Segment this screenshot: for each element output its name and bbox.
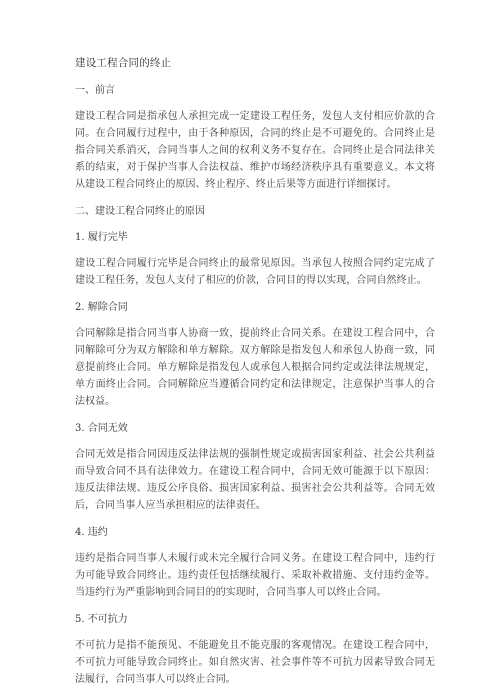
reason-heading-force-majeure: 5. 不可抗力 — [75, 614, 128, 625]
spacer — [75, 601, 435, 611]
section-heading-reasons: 二、建设工程合同终止的原因 — [75, 206, 205, 217]
reason-heading-invalidity: 3. 合同无效 — [75, 423, 128, 434]
spacer — [75, 437, 435, 446]
reason-paragraph-breach: 违约是指合同当事人未履行或未完全履行合同义务。在建设工程合同中，违约行为可能导致合同终止。违约责任包括继续履行、采取补救措施、支付违约金等。当违约行为严重影响到合同目的的实现时，合同当事人可以终止合同。 — [75, 553, 435, 598]
spacer — [75, 316, 435, 325]
reason-paragraph-invalidity: 合同无效是指合同因违反法律法规的强制性规定或损害国家利益、社会公共利益而导致合同不具有法律效力。在建设工程合同中，合同无效可能源于以下原因：违反法律法规、违反公序良俗、损害国家利益、损害社会公共利益等。合同无效后，合同当事人应当承担相应的法律责任。 — [75, 449, 435, 511]
reason-paragraph-completion: 建设工程合同履行完毕是合同终止的最常见原因。当承包人按照合同约定完成了建设工程任务，发包人支付了相应的价款，合同目的得以实现，合同自然终止。 — [75, 258, 435, 286]
reason-heading-completion: 1. 履行完毕 — [75, 232, 128, 243]
reason-paragraph-force-majeure: 不可抗力是指不能预见、不能避免且不能克服的客观情况。在建设工程合同中，不可抗力可能导致合同终止。如自然灾害、社会事件等不可抗力因素导致合同无法履行，合同当事人可以终止合同。 — [75, 640, 435, 685]
spacer — [75, 410, 435, 420]
spacer — [75, 514, 435, 524]
spacer — [75, 99, 435, 108]
reason-paragraph-rescission: 合同解除是指合同当事人协商一致，提前终止合同关系。在建设工程合同中，合同解除可分为双方解除和单方解除。双方解除是指发包人和承包人协商一致，同意提前终止合同。单方解除是指发包人或承包人根据合同约定或法律法规规定，单方面终止合同。合同解除应当遵循合同约定和法律规定，注意保护当事人的合法权益。 — [75, 328, 435, 407]
spacer — [75, 541, 435, 550]
spacer — [75, 289, 435, 299]
section-heading-intro: 一、前言 — [75, 85, 115, 96]
spacer — [75, 72, 435, 82]
document-title: 建设工程合同的终止 — [75, 57, 172, 69]
spacer — [75, 193, 435, 203]
spacer — [75, 246, 435, 255]
spacer — [75, 628, 435, 637]
document-body — [75, 55, 435, 688]
reason-heading-rescission: 2. 解除合同 — [75, 302, 128, 313]
reason-heading-breach: 4. 违约 — [75, 527, 108, 538]
spacer — [75, 220, 435, 229]
intro-paragraph: 建设工程合同是指承包人承担完成一定建设工程任务，发包人支付相应价款的合同。在合同履行过程中，由于各种原因，合同的终止是不可避免的。合同终止是指合同关系消灭，合同当事人之间的权利义务不复存在。合同终止是合同法律关系的结束，对于保护当事人合法权益、维护市场经济秩序具有重要意义。本文将从建设工程合同终止的原因、终止程序、终止后果等方面进行详细探讨。 — [75, 111, 435, 190]
